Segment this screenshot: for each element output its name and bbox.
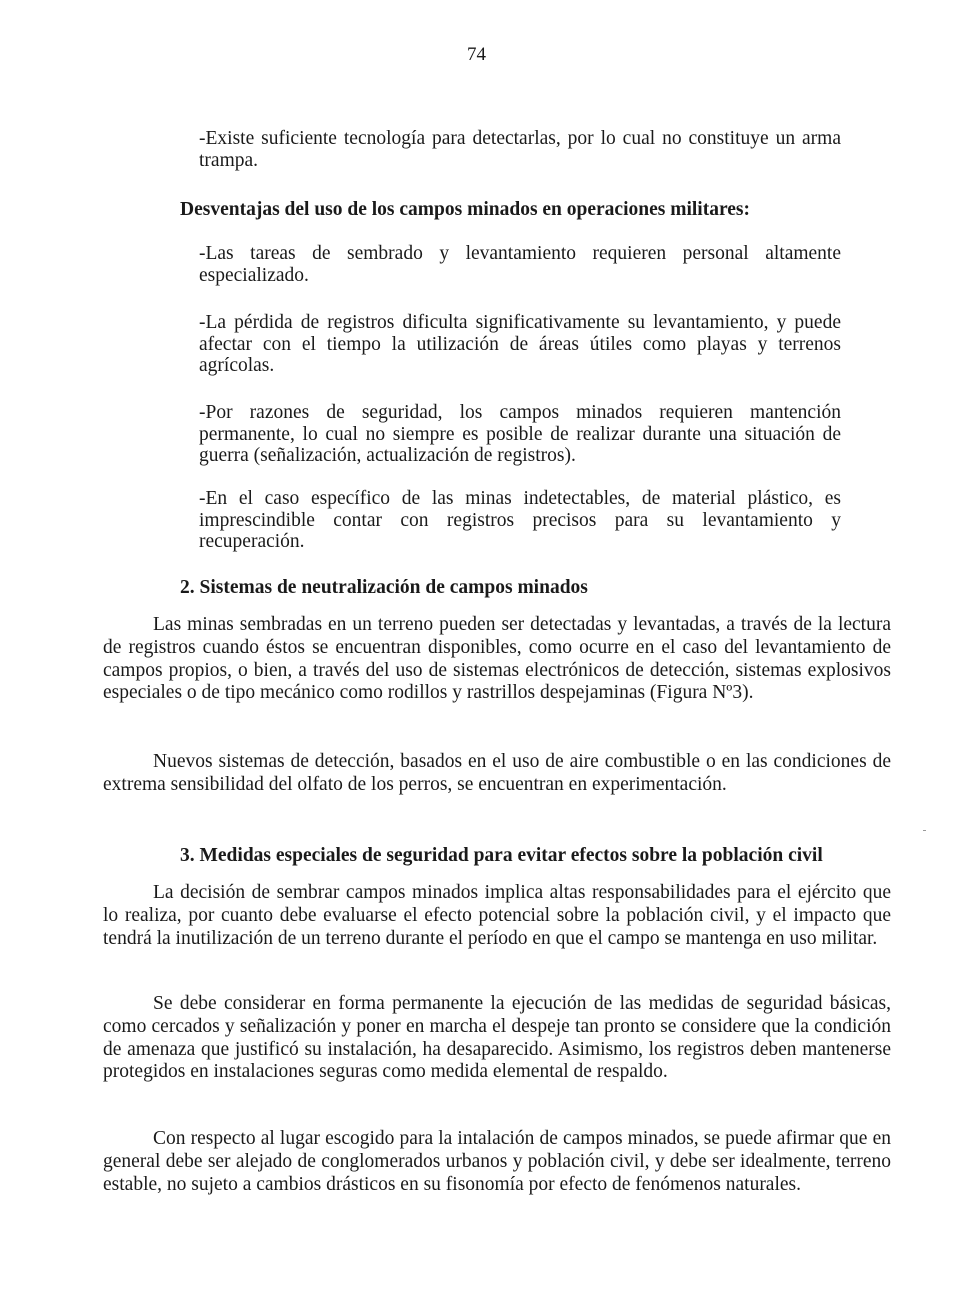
section3-paragraph-2: Se debe considerar en forma permanente la ejecución de las medidas de seguridad básicas, como cercados y señalización y poner en marcha el despeje tan pronto se considere que la condición de amenaza que justificó su instalación, ha desaparecido. Asimismo, los registros deben mantenerse protegidos en instalaciones seguras como medida elemental de respaldo. bbox=[103, 993, 891, 1083]
section3-paragraph-1: La decisión de sembrar campos minados implica altas responsabilidades para el ejército que lo realiza, por cuanto debe evaluarse el efecto potencial sobre la población civil, y el impacto que tendrá la inutilización de un terreno durante el período en que el campo se mantenga en uso militar. bbox=[103, 882, 891, 949]
page-number: 74 bbox=[467, 44, 486, 65]
bullet-specialized-personnel: -Las tareas de sembrado y levantamiento requieren personal altamente especializado. bbox=[199, 243, 841, 286]
heading-disadvantages: Desventajas del uso de los campos minados en operaciones militares: bbox=[180, 199, 751, 220]
section2-paragraph-2: Nuevos sistemas de detección, basados en el uso de aire combustible o en las condiciones de extrema sensibilidad del olfato de los perros, se encuentran en experimentación. bbox=[103, 751, 891, 795]
bullet-detection-technology: -Existe suficiente tecnología para detectarlas, por lo cual no constituye un arma trampa. bbox=[199, 128, 841, 171]
bullet-permanent-maintenance: -Por razones de seguridad, los campos minados requieren mantención permanente, lo cual no siempre es posible de realizar durante una situación de guerra (señalización, actualización de registros). bbox=[199, 402, 841, 466]
scan-mark bbox=[923, 830, 926, 831]
section3-heading: 3. Medidas especiales de seguridad para evitar efectos sobre la población civil bbox=[180, 845, 823, 866]
section2-heading: 2. Sistemas de neutralización de campos minados bbox=[180, 577, 588, 598]
bullet-records-loss: -La pérdida de registros dificulta significativamente su levantamiento, y puede afectar con el tiempo la utilización de áreas útiles como playas y terrenos agrícolas. bbox=[199, 312, 841, 376]
section2-paragraph-1: Las minas sembradas en un terreno pueden ser detectadas y levantadas, a través de la lectura de registros cuando éstos se encuentran disponibles, como ocurre en el caso del levantamiento de campos propios, o bien, a través del uso de sistemas electrónicos de detección, sistemas explosivos especiales o de tipo mecánico como rodillos y rastrillos despejaminas (Figura Nº3). bbox=[103, 614, 891, 704]
section3-paragraph-3: Con respecto al lugar escogido para la intalación de campos minados, se puede afirmar que en general debe ser alejado de conglomerados urbanos y población civil, y debe ser idealmente, terreno estable, no sujeto a cambios drásticos en su fisonomía por efecto de fenómenos naturales. bbox=[103, 1128, 891, 1195]
bullet-undetectable-mines: -En el caso específico de las minas indetectables, de material plástico, es imprescindible contar con registros precisos para su levantamiento y recuperación. bbox=[199, 488, 841, 552]
